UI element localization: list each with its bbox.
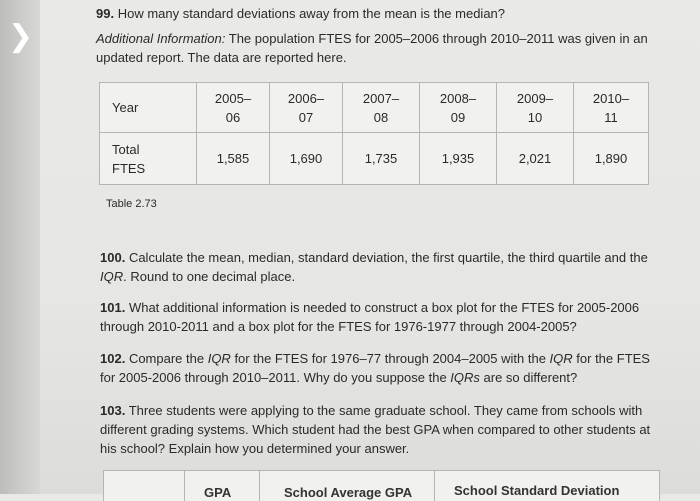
year-cell: 2009– 10 — [497, 83, 574, 133]
question-text: Three students were applying to the same graduate school. They came from schools with different grading systems. Which student had the best GPA when compared to other students at his school? Explain how you determined your answer. — [100, 403, 651, 456]
question-text: for the FTES for 2005-2006 through 2010–2011. Why do you suppose the — [100, 351, 650, 385]
info-text: The population FTES for 2005–2006 through 2010–2011 was given in an updated report. The data are reported here. — [96, 31, 648, 65]
column-divider — [184, 471, 185, 501]
year-cell: 2006– 07 — [270, 83, 343, 133]
question-text: How many standard deviations away from the mean is the median? — [117, 6, 506, 21]
iqr-term: IQR — [100, 269, 124, 284]
question-text: are so different? — [479, 370, 578, 385]
iqr-term: IQR — [549, 351, 573, 366]
question-text: Calculate the mean, median, standard deviation, the first quartile, the third quartile and the — [128, 250, 648, 265]
year-header: Year — [100, 83, 197, 133]
ftes-table — [99, 82, 649, 185]
gpa-column-header: GPA — [204, 485, 232, 500]
ftes-value: 1,890 — [574, 133, 649, 185]
gpa-table-partial — [103, 470, 660, 501]
question-text: Compare the — [128, 351, 208, 366]
ftes-row — [100, 133, 649, 185]
ftes-value: 1,585 — [197, 133, 270, 185]
question-text: What additional information is needed to construct a box plot for the FTES for 2005-2006 through 2010-2011 and a box plot for the FTES for 1976-1977 through 2004-2005? — [100, 300, 640, 334]
question-102 — [100, 349, 660, 387]
question-100 — [100, 248, 660, 286]
school-average-gpa-header: School Average GPA — [284, 485, 413, 500]
ftes-value: 1,690 — [270, 133, 343, 185]
question-number: 100. — [100, 250, 126, 265]
question-text: for the FTES for 1976–77 through 2004–2005 with the — [230, 351, 550, 366]
school-standard-deviation-header: School Standard Deviation — [454, 483, 620, 498]
year-cell: 2008– 09 — [420, 83, 497, 133]
year-row — [100, 83, 649, 133]
ftes-value: 2,021 — [497, 133, 574, 185]
iqr-term: IQR — [207, 351, 231, 366]
question-99 — [96, 4, 505, 23]
question-number: 103. — [100, 403, 126, 418]
additional-information — [96, 29, 656, 67]
question-text: . Round to one decimal place. — [123, 269, 296, 284]
column-divider — [259, 471, 260, 501]
iqrs-term: IQRs — [450, 370, 480, 385]
ftes-value: 1,935 — [420, 133, 497, 185]
column-divider — [434, 471, 435, 501]
chevron-right-icon[interactable]: ❯ — [8, 19, 34, 54]
ftes-header: Total FTES — [100, 133, 197, 185]
question-number: 102. — [100, 351, 126, 366]
year-cell: 2005– 06 — [197, 83, 270, 133]
year-cell: 2007– 08 — [343, 83, 420, 133]
ftes-value: 1,735 — [343, 133, 420, 185]
question-103 — [100, 401, 665, 458]
question-number: 101. — [100, 300, 126, 315]
year-cell: 2010– 11 — [574, 83, 649, 133]
info-label: Additional Information: — [96, 31, 226, 46]
question-number: 99. — [96, 6, 115, 21]
table-caption: Table 2.73 — [106, 198, 157, 210]
question-101 — [100, 298, 660, 336]
